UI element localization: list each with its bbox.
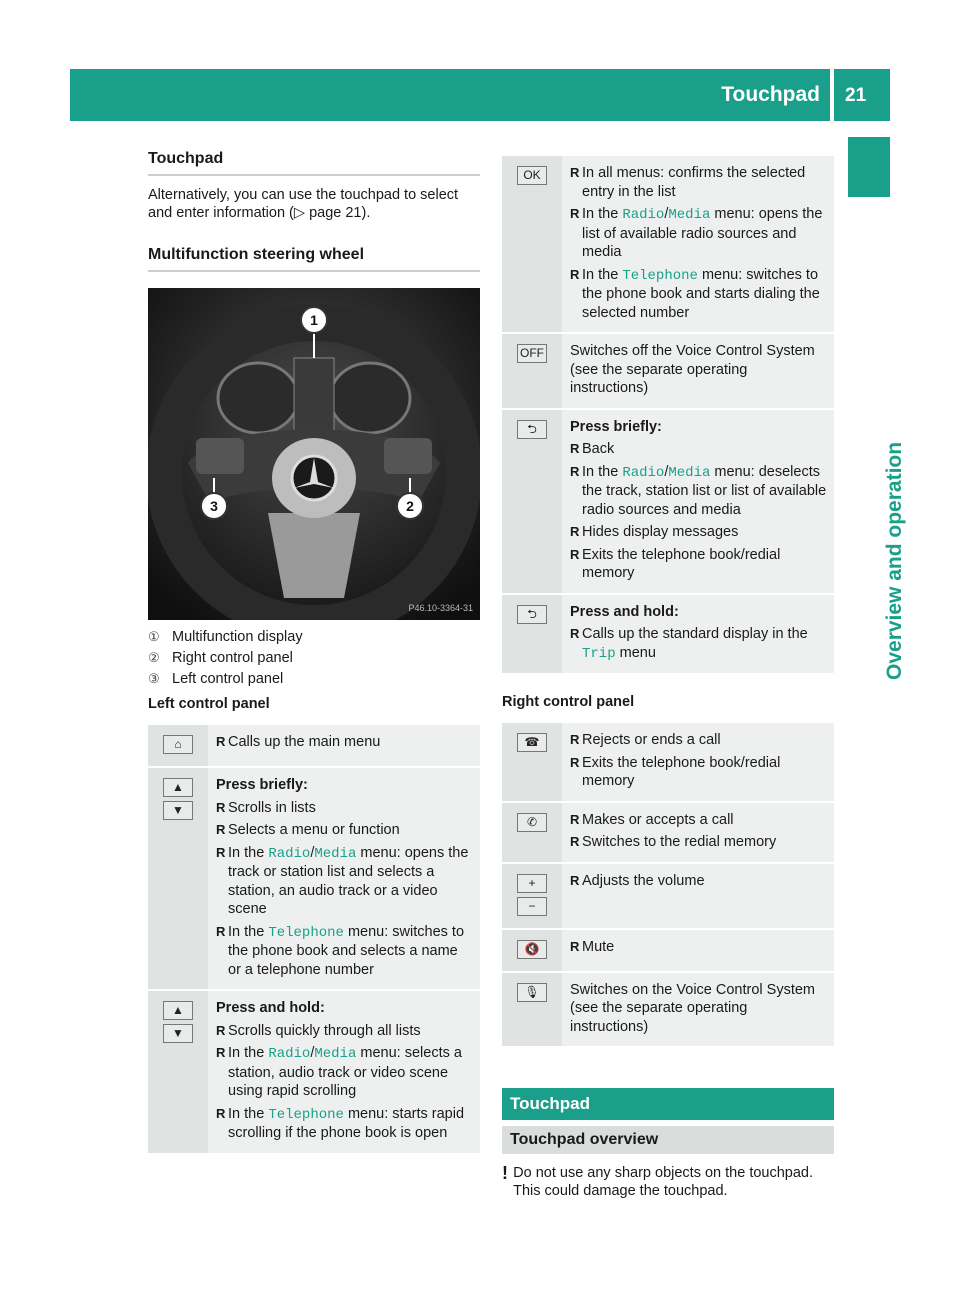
table-row: OFF Switches off the Voice Control System (see the separate operating instructions) (502, 334, 834, 410)
ok-icon: OK (517, 166, 547, 185)
table-row: ✆ R Makes or accepts a call R Switches to the redial memory (502, 803, 834, 864)
page-number: 21 (845, 85, 867, 106)
right-panel-heading: Right control panel (502, 694, 635, 710)
table-row: ⮌ Press briefly: R Back R In the Radio/Media menu: deselects the track, station list or list of available radio sources and media R Hides display messages R Exits the telephone book/redial memory (502, 410, 834, 595)
table-row: 🎙 Switches on the Voice Control System (see the separate operating instructions) (502, 973, 834, 1049)
page-link[interactable]: page 21 (309, 205, 362, 221)
svg-text:3: 3 (210, 498, 218, 514)
arrow-down-icon: ▼ (163, 801, 193, 820)
hang-up-icon: ☎ (517, 733, 547, 752)
legend-item: ③ Left control panel (148, 670, 284, 687)
right-top-table (502, 156, 834, 675)
page-link-arrow-icon: ▷ (293, 205, 306, 221)
arrow-down-icon: ▼ (163, 1024, 193, 1043)
left-column (148, 150, 480, 1155)
steering-wheel-image (148, 288, 480, 620)
image-code: P46.10-3364-31 (408, 603, 473, 613)
home-icon: ⌂ (163, 735, 193, 754)
back-icon: ⮌ (517, 420, 547, 439)
table-row: ▲ ▼ Press briefly: R Scrolls in lists R Selects a menu or function R In the Radio/Media menu: opens the track or station list and selects a station, an audio track or a video scene R In the Telephone menu: switches to the phone book and selects a name or a telephone number (148, 768, 480, 991)
table-row: ▲ ▼ Press and hold: R Scrolls quickly through all lists R In the Radio/Media menu: selects a station, audio track or video scene using rapid scrolling R In the Telephone menu: starts rapid scrolling if the phone book is open (148, 991, 480, 1155)
table-row: ⮌ Press and hold: R Calls up the standard display in the Trip menu (502, 595, 834, 676)
volume-down-icon: − (517, 897, 547, 916)
table-row: ☎ R Rejects or ends a call R Exits the telephone book/redial memory (502, 723, 834, 803)
table-row: OK R In all menus: confirms the selected entry in the list R In the Radio/Media menu: opens the list of available radio sources and media R In the Telephone menu: switches to the phone book and starts dialing the selected number (502, 156, 834, 334)
side-tab-label: Overview and operation (883, 441, 906, 680)
left-panel-heading: Left control panel (148, 696, 270, 712)
legend-item: ① Multifunction display (148, 628, 303, 645)
steering-heading: Multifunction steering wheel (148, 246, 480, 272)
back-icon: ⮌ (517, 605, 547, 624)
table-row: 🔇 R Mute (502, 930, 834, 973)
side-tab-marker (848, 137, 890, 197)
call-icon: ✆ (517, 813, 547, 832)
side-tab (849, 210, 906, 730)
arrow-up-icon: ▲ (163, 778, 193, 797)
warning-icon: ! (502, 1163, 508, 1183)
mute-icon: 🔇 (517, 940, 547, 959)
right-panel-table (502, 723, 834, 1048)
table-row: ⌂ R Calls up the main menu (148, 725, 480, 768)
voice-off-icon: OFF (517, 344, 547, 363)
header-title: Touchpad (721, 83, 820, 106)
warning-text: Do not use any sharp objects on the touchpad. This could damage the touchpad. (513, 1165, 814, 1199)
svg-text:2: 2 (406, 498, 414, 514)
arrow-up-icon: ▲ (163, 1001, 193, 1020)
svg-text:1: 1 (310, 312, 318, 328)
touchpad-overview-band: Touchpad overview (502, 1126, 834, 1154)
left-panel-table (148, 725, 480, 1155)
legend (148, 626, 480, 689)
touchpad-intro: Alternatively, you can use the touchpad to select and enter information (▷ page 21). (148, 187, 459, 221)
steering-wheel-illustration (148, 288, 480, 620)
touchpad-heading: Touchpad (148, 150, 480, 176)
right-column (502, 150, 834, 1200)
warning-note (502, 1164, 834, 1200)
volume-up-icon: + (517, 874, 547, 893)
legend-item: ② Right control panel (148, 649, 293, 666)
header-separator (830, 69, 834, 121)
table-row: + − R Adjusts the volume (502, 864, 834, 930)
voice-control-icon: 🎙 (517, 983, 547, 1002)
touchpad-section-band: Touchpad (502, 1088, 834, 1120)
